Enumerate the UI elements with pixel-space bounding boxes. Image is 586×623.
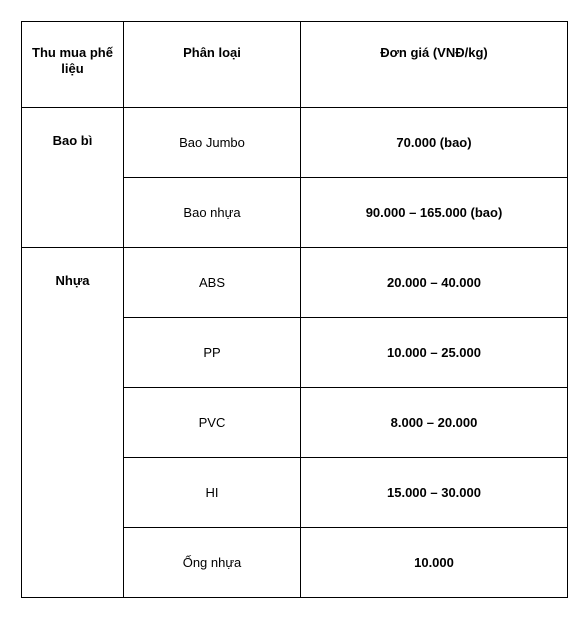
price-cell: 70.000 (bao) (301, 108, 568, 178)
type-cell: PP (124, 318, 301, 388)
price-cell: 10.000 – 25.000 (301, 318, 568, 388)
table-row (22, 248, 568, 318)
table-row (22, 108, 568, 178)
table-header-row (22, 22, 568, 108)
price-table (21, 21, 568, 598)
type-cell: Ống nhựa (124, 528, 301, 598)
price-cell: 20.000 – 40.000 (301, 248, 568, 318)
type-cell: Bao Jumbo (124, 108, 301, 178)
price-cell: 15.000 – 30.000 (301, 458, 568, 528)
type-cell: Bao nhựa (124, 178, 301, 248)
type-cell: PVC (124, 388, 301, 458)
group-cell-bao-bi: Bao bì (22, 108, 124, 248)
header-price: Đơn giá (VNĐ/kg) (301, 22, 568, 108)
header-category: Thu mua phế liệu (22, 22, 124, 108)
group-cell-nhua: Nhựa (22, 248, 124, 598)
type-cell: ABS (124, 248, 301, 318)
price-cell: 10.000 (301, 528, 568, 598)
type-cell: HI (124, 458, 301, 528)
price-cell: 90.000 – 165.000 (bao) (301, 178, 568, 248)
header-type: Phân loại (124, 22, 301, 108)
price-cell: 8.000 – 20.000 (301, 388, 568, 458)
